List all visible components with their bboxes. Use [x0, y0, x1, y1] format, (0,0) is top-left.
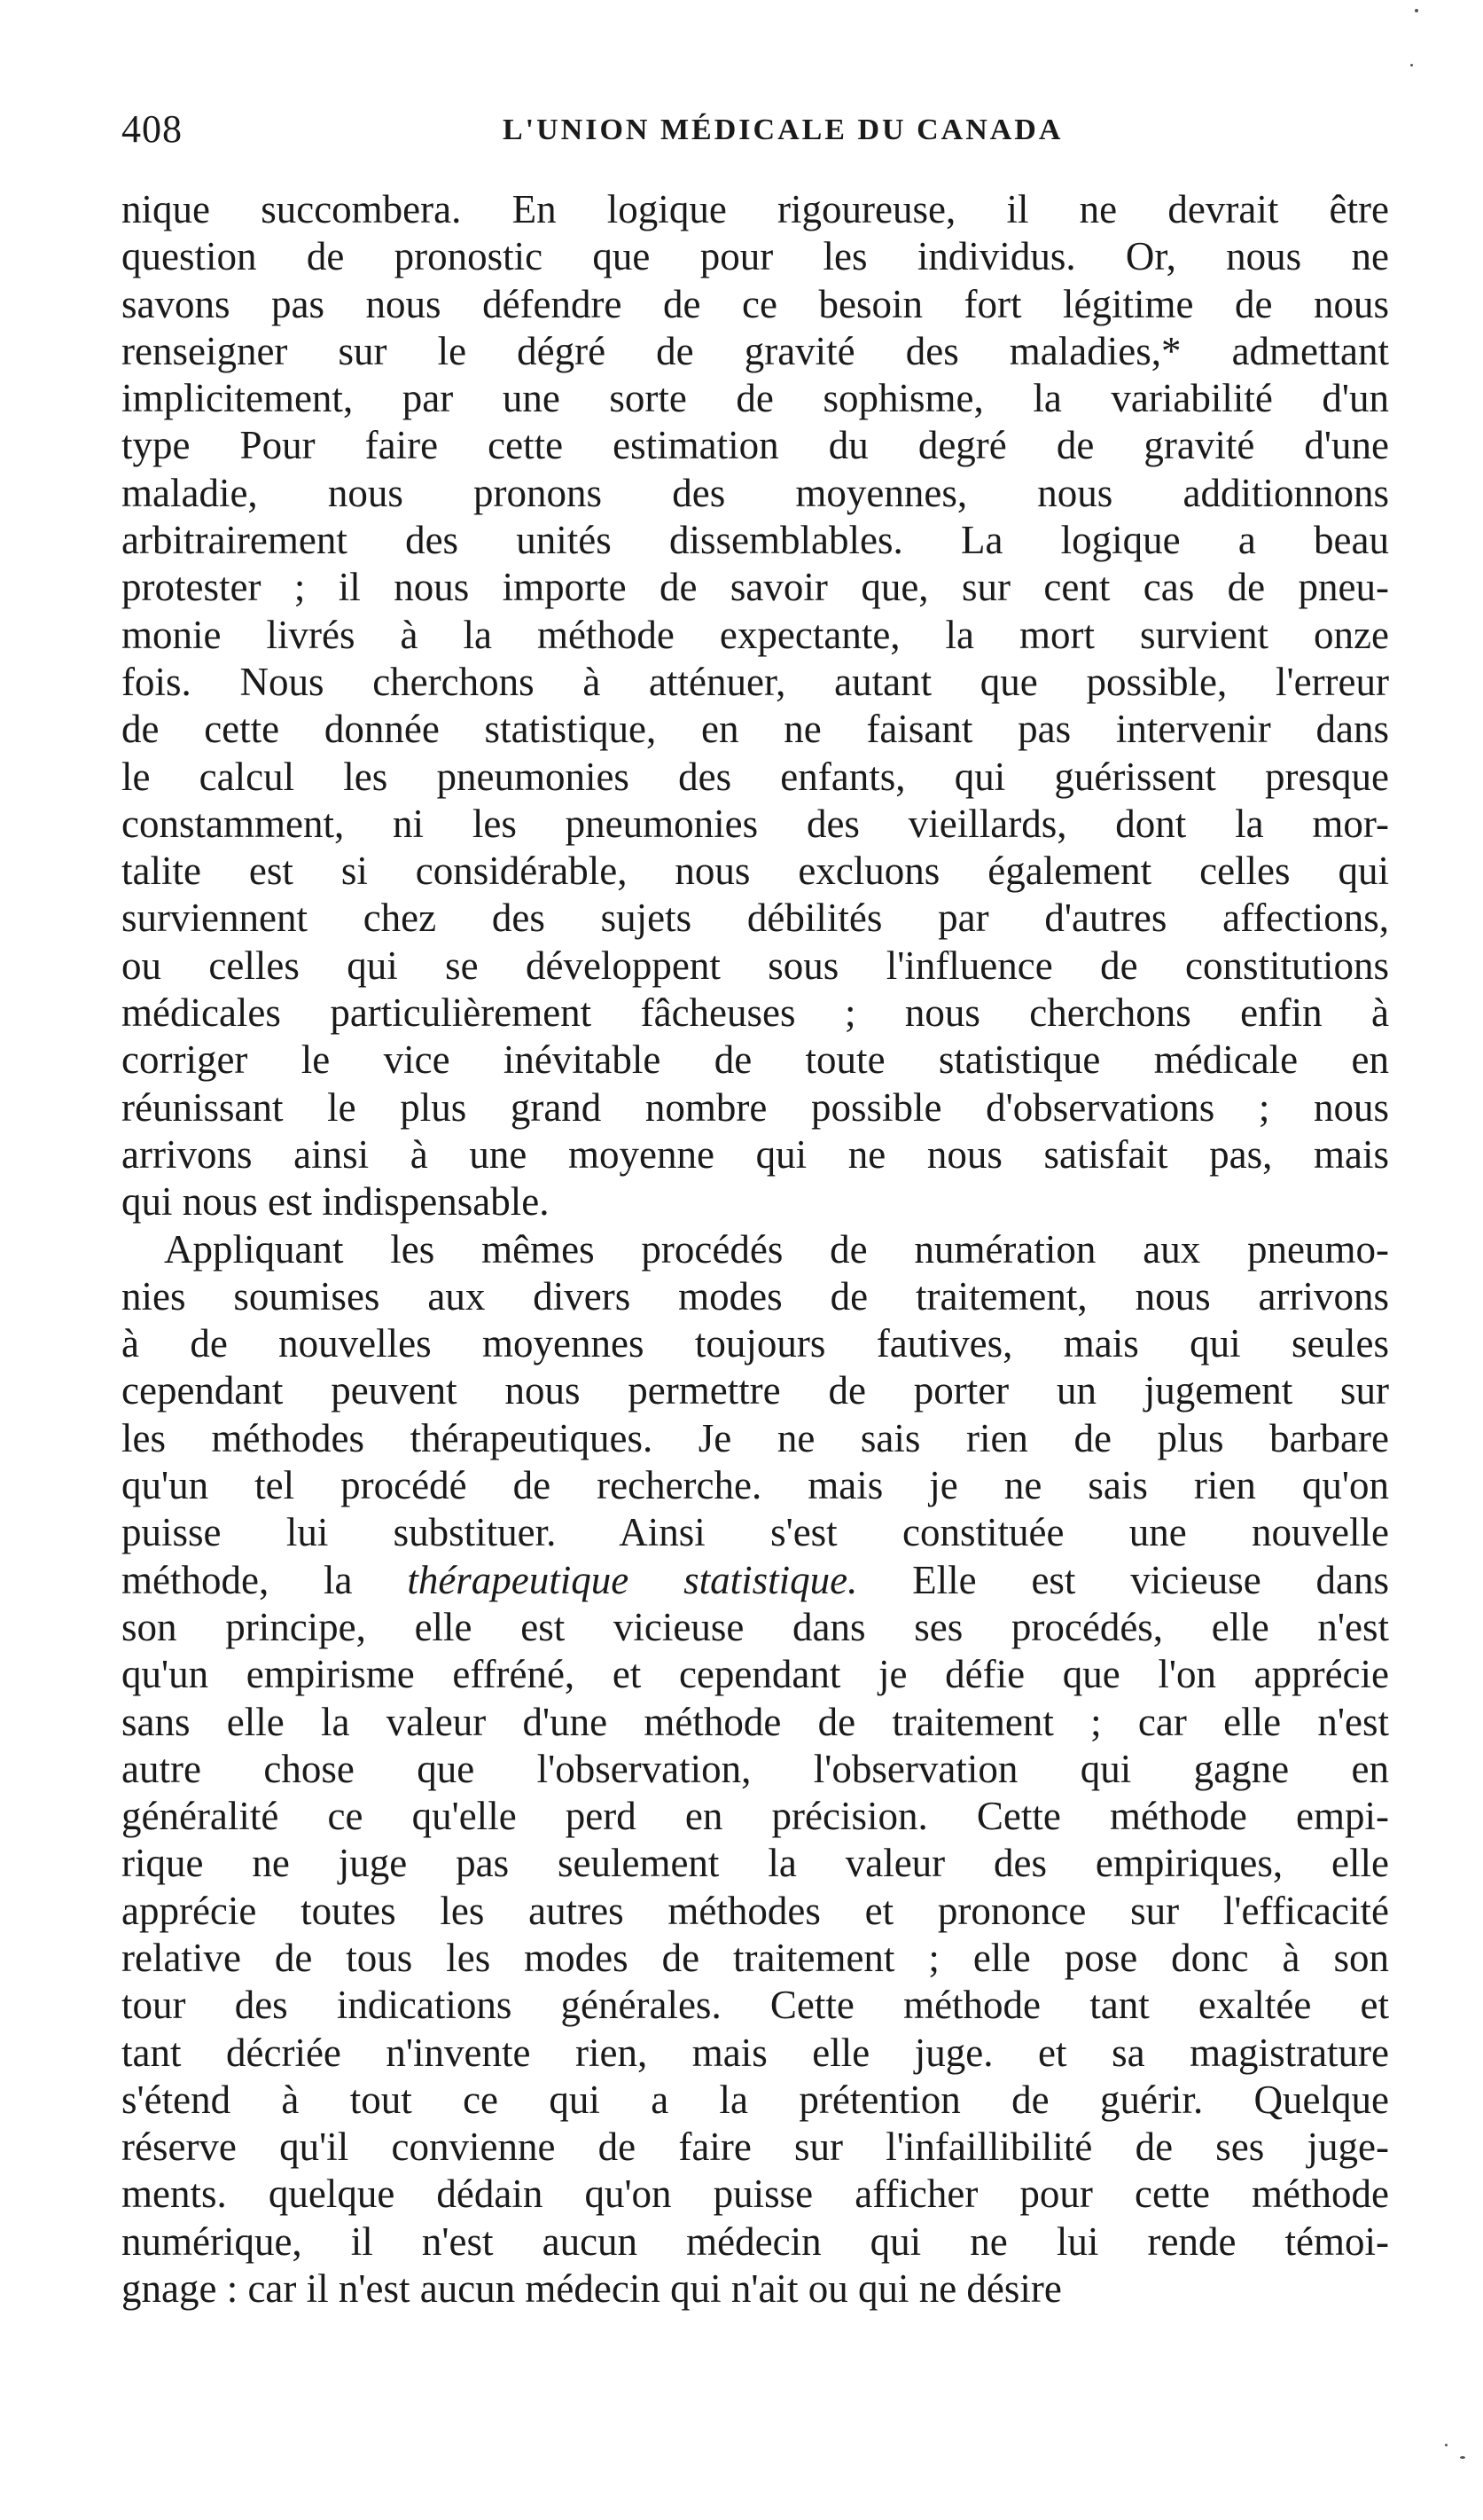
text-line: apprécie toutes les autres méthodes et prononce sur l'efficacité: [121, 1888, 1389, 1933]
text-line: constamment, ni les pneumonies des vieillards, dont la mor-: [121, 801, 1389, 846]
text-line: à de nouvelles moyennes toujours fautives, mais qui seules: [121, 1321, 1389, 1366]
text-line: rique ne juge pas seulement la valeur des empiriques, elle: [121, 1841, 1389, 1886]
text-line: médicales particulièrement fâcheuses ; nous cherchons enfin à: [121, 990, 1389, 1036]
text-line: puisse lui substituer. Ainsi s'est constituée une nouvelle: [121, 1510, 1389, 1555]
text-line: nies soumises aux divers modes de traitement, nous arrivons: [121, 1273, 1389, 1319]
text-line: maladie, nous pronons des moyennes, nous additionnons: [121, 470, 1389, 515]
text-line: ments. quelque dédain qu'on puisse afficher pour cette méthode: [121, 2172, 1389, 2217]
text-line: ou celles qui se développent sous l'influence de constitutions: [121, 943, 1389, 988]
text-line: réserve qu'il convienne de faire sur l'infaillibilité de ses juge-: [121, 2125, 1389, 2170]
page-header: [121, 106, 1389, 160]
text-line: gnage : car il n'est aucun médecin qui n'ait ou qui ne désire: [121, 2266, 1062, 2312]
text-line: monie livrés à la méthode expectante, la mort survient onze: [121, 612, 1389, 657]
text-line: de cette donnée statistique, en ne faisant pas intervenir dans: [121, 707, 1389, 752]
text-line: fois. Nous cherchons à atténuer, autant que possible, l'erreur: [121, 659, 1389, 704]
text-line: cependant peuvent nous permettre de porter un jugement sur: [121, 1368, 1389, 1413]
text-line: tour des indications générales. Cette méthode tant exaltée et: [121, 1983, 1389, 2028]
italic-term: thérapeutique statistique.: [407, 1557, 858, 1602]
text-line: s'étend à tout ce qui a la prétention de guérir. Quelque: [121, 2077, 1389, 2122]
text-line: qu'un empirisme effréné, et cependant je défie que l'on apprécie: [121, 1652, 1389, 1697]
text-line: qu'un tel procédé de recherche. mais je ne sais rien qu'on: [121, 1463, 1389, 1508]
scan-speck: [1460, 2456, 1465, 2459]
text-line: numérique, il n'est aucun médecin qui ne lui rende témoi-: [121, 2219, 1389, 2264]
text-line: arbitrairement des unités dissemblables. La logique a beau: [121, 518, 1389, 563]
text-line: les méthodes thérapeutiques. Je ne sais rien de plus barbare: [121, 1415, 1389, 1460]
text-line: généralité ce qu'elle perd en précision. Cette méthode empi-: [121, 1794, 1389, 1839]
running-title: L'UNION MÉDICALE DU CANADA: [503, 113, 1064, 146]
text-line: surviennent chez des sujets débilités par d'autres affections,: [121, 896, 1389, 941]
text-line: méthode, la thérapeutique statistique. Elle est vicieuse dans: [121, 1557, 1389, 1602]
text-line: Appliquant les mêmes procédés de numération aux pneumo-: [164, 1226, 1389, 1272]
text-line: autre chose que l'observation, l'observation qui gagne en: [121, 1746, 1389, 1791]
text-line: protester ; il nous importe de savoir que, sur cent cas de pneu-: [121, 565, 1389, 610]
text-line: corriger le vice inévitable de toute statistique médicale en: [121, 1037, 1389, 1083]
scan-speck: [1415, 9, 1418, 12]
text-line: tant décriée n'invente rien, mais elle juge. et sa magistrature: [121, 2030, 1389, 2075]
text-line: type Pour faire cette estimation du degré de gravité d'une: [121, 423, 1389, 468]
text-line: sans elle la valeur d'une méthode de traitement ; car elle n'est: [121, 1699, 1389, 1744]
text-line: implicitement, par une sorte de sophisme, la variabilité d'un: [121, 376, 1389, 421]
text-line: son principe, elle est vicieuse dans ses procédés, elle n'est: [121, 1604, 1389, 1649]
text-line: arrivons ainsi à une moyenne qui ne nous satisfait pas, mais: [121, 1131, 1389, 1177]
text-line: réunissant le plus grand nombre possible d'observations ; nous: [121, 1084, 1389, 1130]
text-line: question de pronostic que pour les individus. Or, nous ne: [121, 234, 1389, 279]
body-text: [121, 186, 1389, 2313]
page-number: 408: [121, 107, 183, 151]
scan-speck: [1445, 2444, 1448, 2446]
text-line: savons pas nous défendre de ce besoin fort légitime de nous: [121, 281, 1389, 326]
scan-speck: [1410, 64, 1413, 67]
text-line: le calcul les pneumonies des enfants, qui guérissent presque: [121, 754, 1389, 799]
text-line: talite est si considérable, nous excluons également celles qui: [121, 849, 1389, 894]
text-line: nique succombera. En logique rigoureuse, il ne devrait être: [121, 187, 1389, 231]
text-line: qui nous est indispensable.: [121, 1179, 550, 1225]
text-line: renseigner sur le dégré de gravité des maladies,* admettant: [121, 328, 1389, 373]
text-line: relative de tous les modes de traitement ; elle pose donc à son: [121, 1935, 1389, 1980]
